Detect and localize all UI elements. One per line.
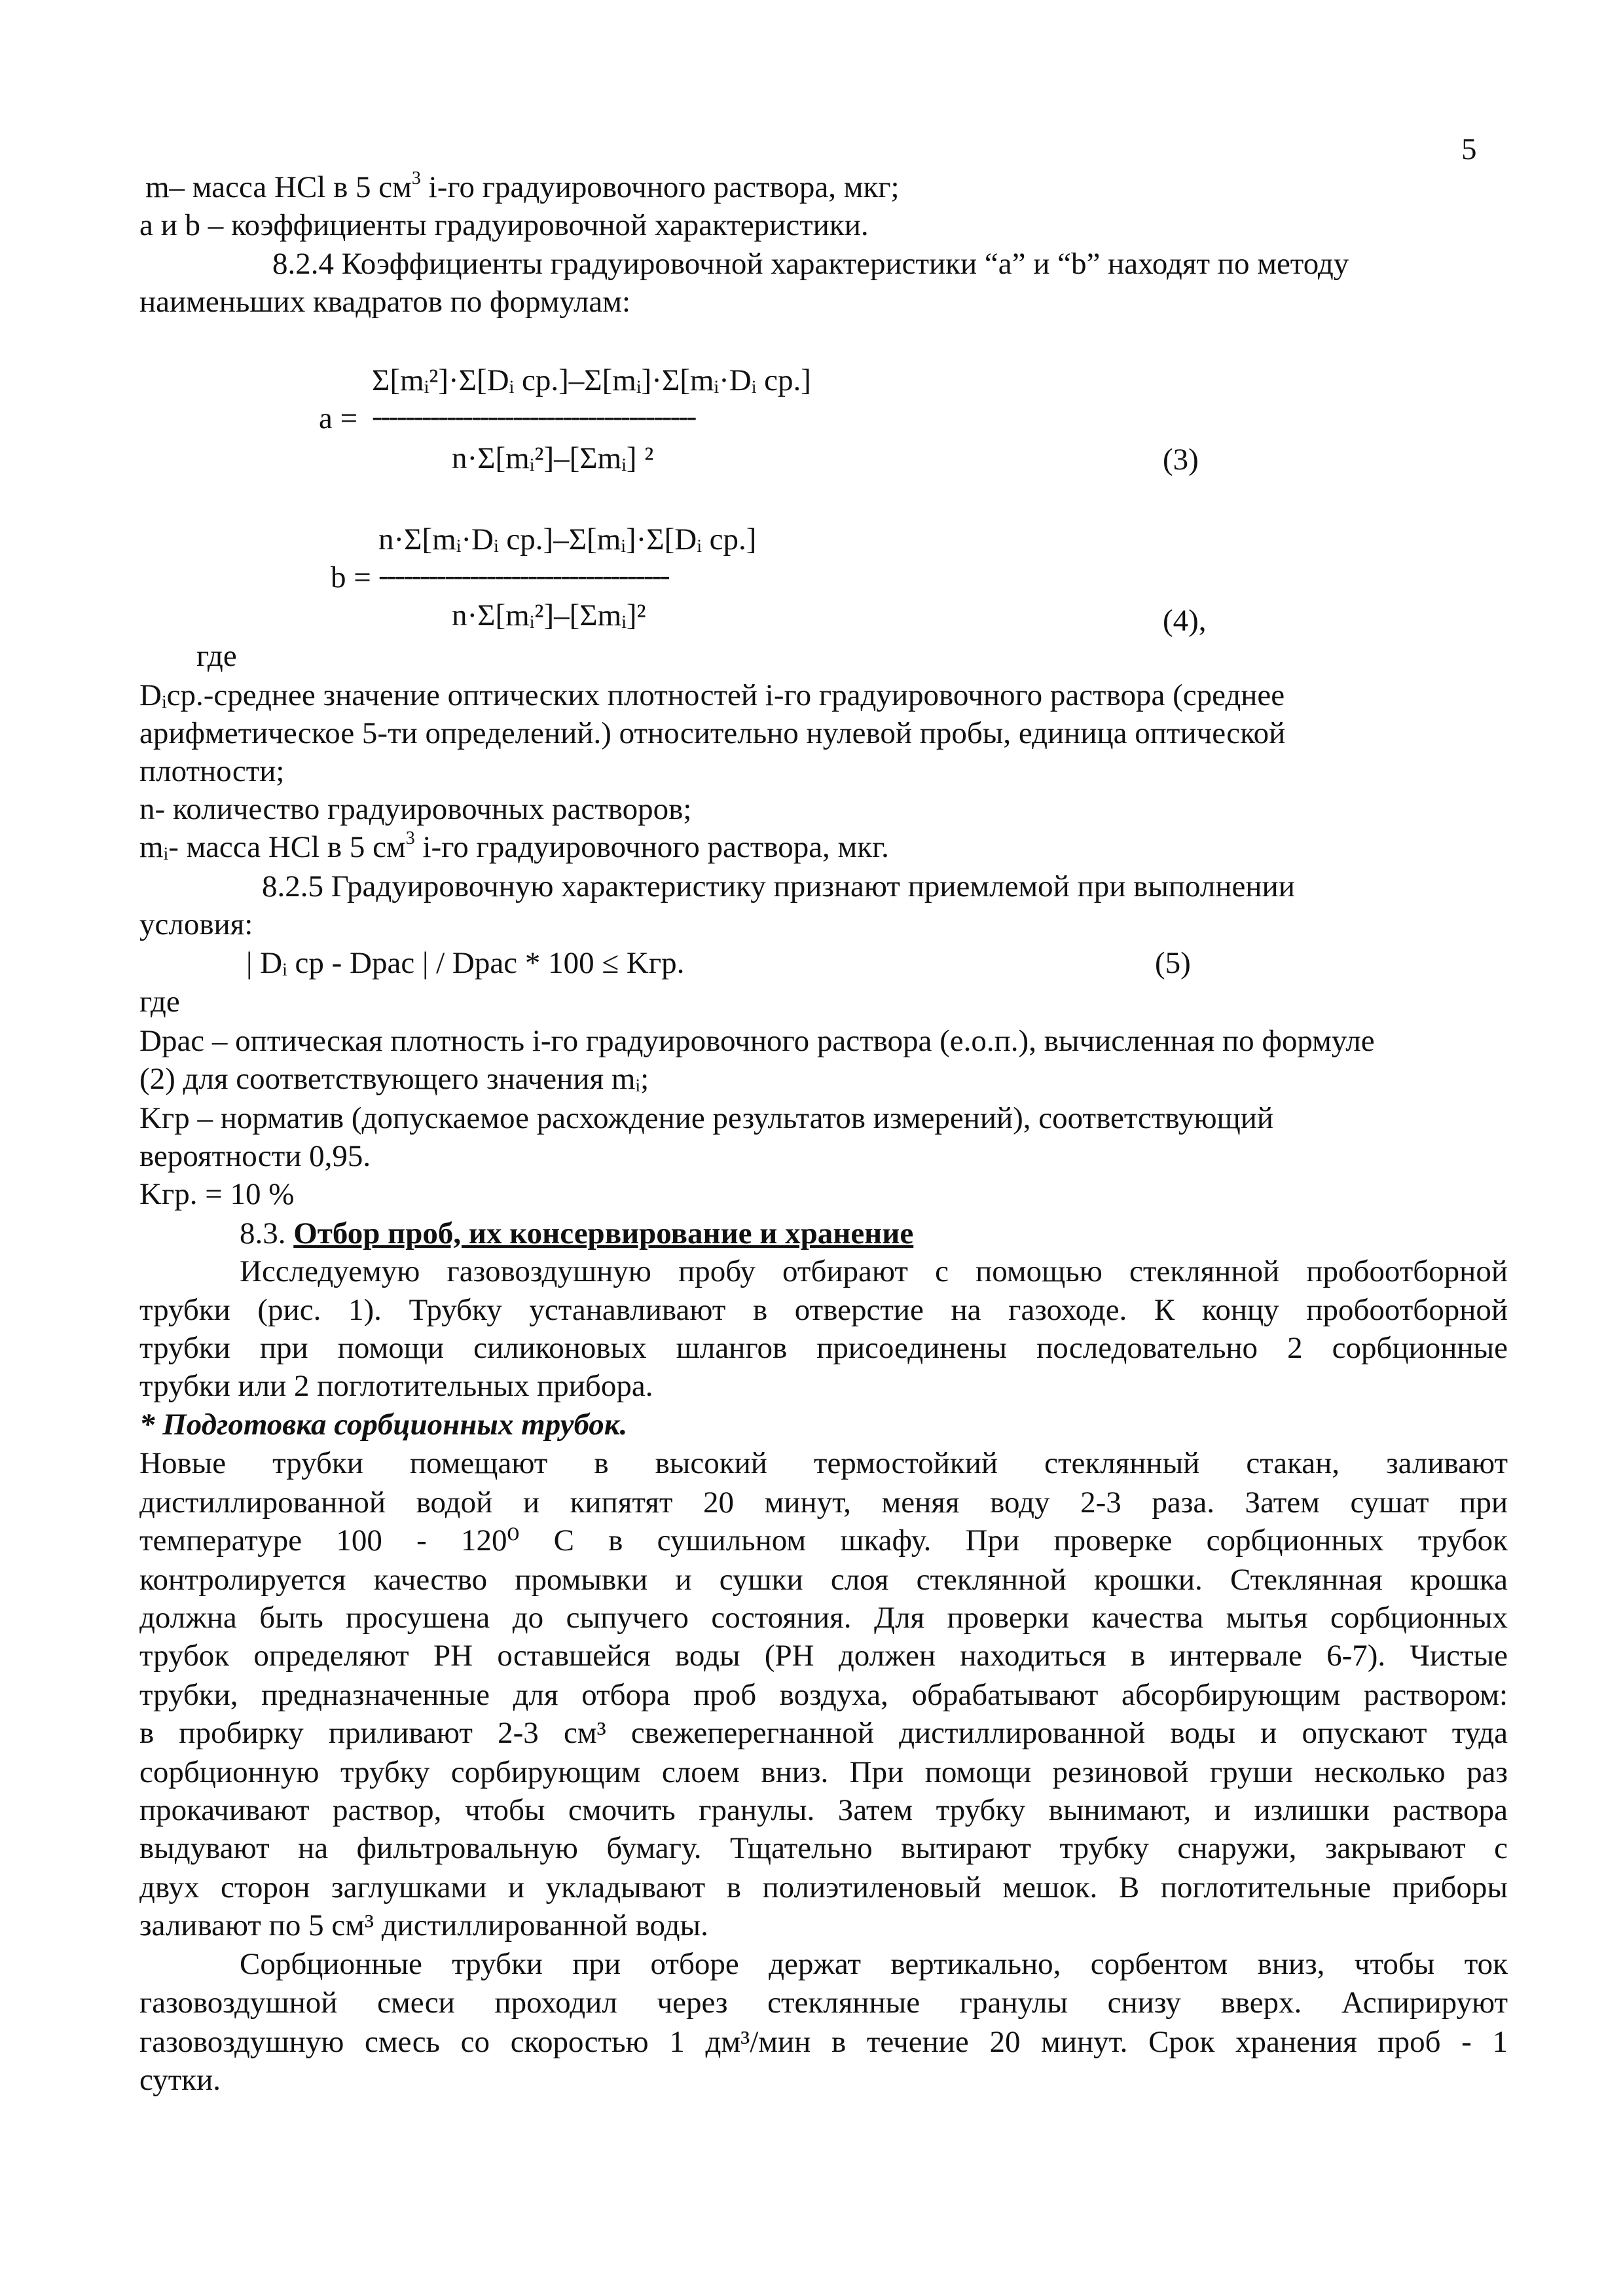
para1-line3: трубки при помощи силиконовых шлангов присоединены последовательно 2 сорбционные xyxy=(139,1331,1508,1365)
m-definition: m– масса HCl в 5 $см^3$ i-го градуировочного раствора, мкг; xyxy=(145,168,900,204)
formula-5-expression: | Dᵢ ср - Dрас | / Dрас * 100 ≤ Kгр. xyxy=(246,946,685,980)
formula-b-lhs: b = xyxy=(331,560,371,594)
k-definition-line2: вероятности 0,95. xyxy=(139,1139,371,1173)
para2-line13: заливают по 5 см³ дистиллированной воды. xyxy=(139,1908,708,1942)
para2-line11: выдувают на фильтровальную бумагу. Тщательно вытирают трубку снаружи, закрывают с xyxy=(139,1831,1508,1865)
d-calc-definition-line1: Dрас – оптическая плотность i-го градуировочного раствора (е.о.п.), вычисленная по формуле xyxy=(139,1024,1375,1058)
n-definition: n- количество градуировочных растворов; xyxy=(139,792,692,826)
formula-b-numerator: n·Σ[mᵢ·Dᵢ ср.]–Σ[mᵢ]·Σ[Dᵢ ср.] xyxy=(378,522,757,556)
where-label-2: где xyxy=(139,985,180,1019)
ab-definition: a и b – коэффициенты градуировочной характеристики. xyxy=(139,208,869,242)
section-83-number: 8.3. xyxy=(240,1216,286,1250)
para2-line3: температуре 100 - 120⁰ С в сушильном шкафу. При проверке сорбционных трубок xyxy=(139,1523,1508,1558)
where-label-1: где xyxy=(196,639,237,673)
para2-line5: должна быть просушена до сыпучего состояния. Для проверки качества мытья сорбционных xyxy=(139,1601,1508,1635)
para1-line1: Исследуемую газовоздушную пробу отбирают с помощью стеклянной пробоотборной xyxy=(240,1254,1508,1288)
section-824-line2: наименьших квадратов по формулам: xyxy=(139,285,631,319)
d-calc-definition-line2: (2) для соответствующего значения mᵢ; xyxy=(139,1062,649,1096)
formula-a-lhs: a = xyxy=(319,401,358,435)
formula-b-number: (4), xyxy=(1163,604,1207,638)
para2-line10: прокачивают раствор, чтобы смочить гранулы. Затем трубку вынимают, и излишки раствора xyxy=(139,1793,1508,1827)
d-avg-definition-line1: Dᵢср.-среднее значение оптических плотностей i-го градуировочного раствора (среднее xyxy=(139,678,1285,712)
page-number: 5 xyxy=(1461,132,1477,166)
d-avg-definition-line2: арифметическое 5-ти определений.) относительно нулевой пробы, единица оптической xyxy=(139,716,1286,750)
formula-a-number: (3) xyxy=(1163,443,1199,477)
section-83-heading xyxy=(240,1215,913,1252)
sorption-tubes-subheading: * Подготовка сорбционных трубок. xyxy=(139,1408,628,1442)
formula-b-denominator: n·Σ[mᵢ²]–[Σmᵢ]² xyxy=(452,598,646,632)
para3-line1: Сорбционные трубки при отборе держат вертикально, сорбентом вниз, чтобы ток xyxy=(240,1947,1508,1981)
para2-line7: трубки, предназначенные для отбора проб воздуха, обрабатывают абсорбирующим раствором: xyxy=(139,1678,1508,1712)
para1-line2: трубки (рис. 1). Трубку устанавливают в отверстие на газоходе. К концу пробоотборной xyxy=(139,1293,1508,1327)
section-825-line1: 8.2.5 Градуировочную характеристику признают приемлемой при выполнении xyxy=(262,869,1295,903)
d-avg-definition-line3: плотности; xyxy=(139,754,285,788)
para2-line9: сорбционную трубку сорбирующим слоем вниз. При помощи резиновой груши несколько раз xyxy=(139,1755,1508,1789)
para3-line4: сутки. xyxy=(139,2063,221,2097)
para2-line2: дистиллированной водой и кипятят 20 минут, меняя воду 2-3 раза. Затем сушат при xyxy=(139,1485,1508,1520)
formula-a-fraction-bar: --------------------------------------- xyxy=(372,399,695,433)
para1-line4: трубки или 2 поглотительных прибора. xyxy=(139,1369,653,1403)
formula-5-number: (5) xyxy=(1155,946,1191,980)
section-825-line2: условия: xyxy=(139,907,253,941)
k-value: Kгр. = 10 % xyxy=(139,1177,295,1211)
section-824-line1: 8.2.4 Коэффициенты градуировочной характеристики “a” и “b” находят по методу xyxy=(272,247,1349,281)
para3-line2: газовоздушной смеси проходил через стеклянные гранулы снизу вверх. Аспирируют xyxy=(139,1986,1508,2020)
para3-line3: газовоздушную смесь со скоростью 1 дм³/мин в течение 20 минут. Срок хранения проб - 1 xyxy=(139,2025,1508,2059)
formula-a-numerator: Σ[mᵢ²]·Σ[Dᵢ ср.]–Σ[mᵢ]·Σ[mᵢ·Dᵢ ср.] xyxy=(372,363,811,397)
para2-line12: двух сторон заглушками и укладывают в полиэтиленовый мешок. В поглотительные приборы xyxy=(139,1870,1508,1904)
para2-line1: Новые трубки помещают в высокий термостойкий стеклянный стакан, заливают xyxy=(139,1446,1508,1480)
k-definition-line1: Kгр – норматив (допускаемое расхождение результатов измерений), соответствующий xyxy=(139,1101,1274,1135)
para2-line8: в пробирку приливают 2-3 см³ свежеперегнанной дистиллированной воды и опускают туда xyxy=(139,1716,1508,1750)
para2-line6: трубок определяют РН оставшейся воды (РН должен находиться в интервале 6-7). Чистые xyxy=(139,1639,1508,1673)
para2-line4: контролируется качество промывки и сушки слоя стеклянной крошки. Стеклянная крошка xyxy=(139,1563,1508,1597)
formula-b-fraction-bar: ----------------------------------- xyxy=(378,558,668,592)
formula-a-denominator: n·Σ[mᵢ²]–[Σmᵢ] ² xyxy=(452,441,654,475)
section-83-title: Отбор проб, их консервирование и хранение xyxy=(293,1216,914,1250)
mi-definition: mᵢ- масса HCl в 5 $см^3$ i-го градуировочного раствора, мкг. xyxy=(139,828,889,864)
